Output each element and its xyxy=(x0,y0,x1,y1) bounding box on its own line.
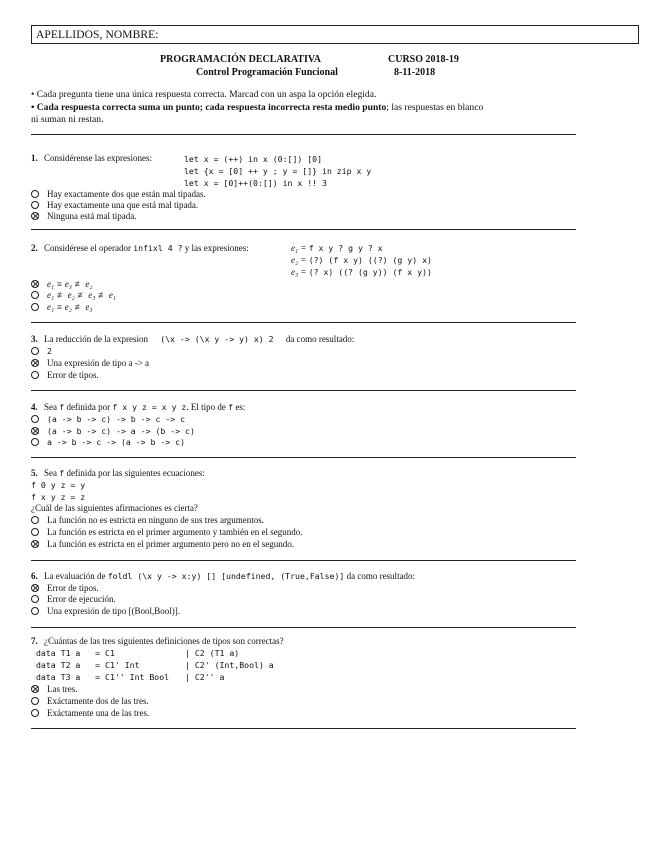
radio-icon[interactable] xyxy=(31,528,39,536)
q2-expr-code: f x y ? g y ? x xyxy=(308,243,383,253)
q2-op-code: infixl 4 ? xyxy=(133,243,183,253)
q5-option-1[interactable] xyxy=(31,515,264,525)
q1-code-1: let x = (++) in x (0:[]) [0] xyxy=(184,154,323,164)
q4-code-c: f xyxy=(228,402,234,412)
q1-code-2: let {x = [0] ++ y ; y = []} in zip x y xyxy=(184,166,372,176)
q6-option-label: Error de ejecución. xyxy=(47,594,116,604)
q2-option-label: e₁ ≡ e₂ ≢ e₃ xyxy=(47,302,93,312)
q5-prompt-line xyxy=(31,468,205,478)
q6-option-2[interactable] xyxy=(31,594,116,604)
instruction-bold: • Cada respuesta correcta suma un punto; cada respuesta incorrecta resta medio punto xyxy=(31,101,387,113)
q2-expr-3 xyxy=(291,267,432,277)
instruction-rest: ; las respuestas en blanco xyxy=(386,101,484,113)
q1-option-label: Hay exactamente dos que están mal tipadas. xyxy=(47,189,206,199)
radio-checked-icon[interactable] xyxy=(31,540,39,548)
q3-prompt: La reducción de la expresion xyxy=(44,334,148,344)
q2-option-label: e₁ ≡ e₃ ≢ e₂ xyxy=(47,279,93,289)
q2-expr-code: (?) (f x y) ((?) (g y) x) xyxy=(308,255,432,265)
q1-prompt: Considérense las expresiones: xyxy=(44,153,152,163)
q3-number: 3. xyxy=(31,334,38,344)
q4-option-1[interactable] xyxy=(31,414,185,424)
q4-option-2[interactable] xyxy=(31,426,195,436)
q3-prompt-line xyxy=(31,334,354,344)
q6-code: foldl (\x y -> x:y) [] [undefined, (True,False)] xyxy=(107,571,345,581)
q4-number: 4. xyxy=(31,402,38,412)
q2-expr-lhs: e₂ = xyxy=(291,255,307,265)
q7-option-3[interactable] xyxy=(31,708,149,718)
divider xyxy=(31,457,576,458)
radio-icon[interactable] xyxy=(31,415,39,423)
radio-icon[interactable] xyxy=(31,347,39,355)
instruction-line-3: ni suman ni restan. xyxy=(31,114,104,125)
q1-number: 1. xyxy=(31,153,38,163)
instruction-line-2 xyxy=(31,102,631,115)
radio-icon[interactable] xyxy=(31,291,39,299)
q7-option-2[interactable] xyxy=(31,696,149,706)
q6-prompt-end: da como resultado: xyxy=(346,571,416,581)
q7-def-3-right: | C2'' a xyxy=(185,672,225,682)
q3-option-2[interactable] xyxy=(31,358,149,368)
q5-prompt-b: definida por las siguientes ecuaciones: xyxy=(66,468,205,478)
q1-code-3: let x = [0]++(0:[]) in x !! 3 xyxy=(184,178,327,188)
q5-option-3[interactable] xyxy=(31,539,294,549)
divider xyxy=(31,134,576,135)
name-field[interactable]: APELLIDOS, NOMBRE: xyxy=(31,25,639,44)
q4-option-3[interactable] xyxy=(31,437,185,447)
q4-prompt-b: definida por xyxy=(66,402,111,412)
q2-prompt-line xyxy=(31,243,249,253)
radio-icon[interactable] xyxy=(31,371,39,379)
q2-expr-2 xyxy=(291,255,432,265)
q3-option-label: 2 xyxy=(47,346,52,356)
radio-checked-icon[interactable] xyxy=(31,427,39,435)
radio-checked-icon[interactable] xyxy=(31,685,39,693)
q3-prompt-end: da como resultado: xyxy=(285,334,355,344)
q7-def-1-left: data T1 a = C1 xyxy=(36,648,115,658)
q4-option-label: (a -> b -> c) -> a -> (b -> c) xyxy=(47,426,195,436)
q7-option-label: Exáctamente una de las tres. xyxy=(47,708,150,718)
q5-option-label: La función no es estricta en ninguno de sus tres argumentos. xyxy=(47,515,265,525)
q4-option-label: a -> b -> c -> (a -> b -> c) xyxy=(47,437,186,447)
q5-eq-2: f x y z = z xyxy=(31,492,86,502)
exam-date: 8-11-2018 xyxy=(394,67,436,78)
q7-def-2-right: | C2' (Int,Bool) a xyxy=(185,660,274,670)
q7-def-1-right: | C2 (T1 a) xyxy=(185,648,240,658)
q1-option-2[interactable] xyxy=(31,200,198,210)
course-year: CURSO 2018-19 xyxy=(388,54,459,65)
q6-prompt-line xyxy=(31,571,415,581)
q2-prompt-end: y las expresiones: xyxy=(184,243,249,253)
q6-number: 6. xyxy=(31,571,38,581)
q5-eq-1: f 0 y z = y xyxy=(31,480,86,490)
q1-option-3[interactable] xyxy=(31,211,136,221)
q6-option-label: Una expresión de tipo [(Bool,Bool)]. xyxy=(47,606,180,616)
q2-expr-lhs: e₃ = xyxy=(291,267,307,277)
q3-option-1[interactable] xyxy=(31,346,52,356)
course-title: PROGRAMACIÓN DECLARATIVA xyxy=(160,54,322,65)
q2-prompt: Considérese el operador xyxy=(44,243,131,253)
q5-code-a: f xyxy=(59,468,65,478)
radio-icon[interactable] xyxy=(31,190,39,198)
q5-question: ¿Cuál de las siguientes afirmaciones es cierta? xyxy=(31,503,198,513)
radio-icon[interactable] xyxy=(31,303,39,311)
radio-icon[interactable] xyxy=(31,709,39,717)
q4-prompt-line xyxy=(31,402,245,412)
q7-def-3-left: data T3 a = C1'' Int Bool xyxy=(36,672,170,682)
radio-checked-icon[interactable] xyxy=(31,280,39,288)
q1-option-label: Hay exactamente una que está mal tipada. xyxy=(47,200,199,210)
exam-title: Control Programación Funcional xyxy=(196,67,338,78)
radio-icon[interactable] xyxy=(31,516,39,524)
q4-prompt-d: es: xyxy=(235,402,246,412)
divider xyxy=(31,560,576,561)
q7-option-label: Las tres. xyxy=(47,684,78,694)
q5-option-label: La función es estricta en el primer argumento pero no en el segundo. xyxy=(47,539,294,549)
divider xyxy=(31,390,576,391)
q5-option-label: La función es estricta en el primer argumento y también en el segundo. xyxy=(47,527,303,537)
q7-option-label: Exáctamente dos de las tres. xyxy=(47,696,149,706)
radio-icon[interactable] xyxy=(31,697,39,705)
radio-icon[interactable] xyxy=(31,201,39,209)
q1-option-label: Ninguna está mal tipada. xyxy=(47,211,137,221)
q4-prompt-c: . El tipo de xyxy=(186,402,226,412)
q3-option-label: Una expresión de tipo a -> a xyxy=(47,358,150,368)
divider xyxy=(31,728,576,729)
radio-icon[interactable] xyxy=(31,438,39,446)
q7-number: 7. xyxy=(31,636,38,646)
divider xyxy=(31,322,576,323)
q6-prompt: La evaluación de xyxy=(44,571,106,581)
radio-checked-icon[interactable] xyxy=(31,359,39,367)
q2-option-1[interactable] xyxy=(31,279,92,289)
q6-option-3[interactable] xyxy=(31,606,180,616)
q7-option-1[interactable] xyxy=(31,684,78,694)
q2-option-3[interactable] xyxy=(31,302,92,312)
q4-code-b: f x y z = x y z xyxy=(112,402,187,412)
q2-expr-code: (? x) ((? (g y)) (f x y)) xyxy=(308,267,432,277)
divider xyxy=(31,627,576,628)
divider xyxy=(31,229,576,230)
q5-number: 5. xyxy=(31,468,38,478)
q7-prompt: ¿Cuántas de las tres siguientes definiciones de tipos son correctas? xyxy=(44,636,284,646)
q2-expr-1 xyxy=(291,243,383,253)
q3-option-label: Error de tipos. xyxy=(47,370,99,380)
q2-option-label: e₁ ≢ e₂ ≢ e₃ ≢ e₁ xyxy=(47,290,116,300)
q2-expr-lhs: e₁ = xyxy=(291,243,307,253)
q3-option-3[interactable] xyxy=(31,370,99,380)
q7-def-2-left: data T2 a = C1' Int xyxy=(36,660,140,670)
q1-prompt-line xyxy=(31,153,152,163)
q6-option-label: Error de tipos. xyxy=(47,583,99,593)
q2-number: 2. xyxy=(31,243,38,253)
q2-option-2[interactable] xyxy=(31,290,116,300)
radio-icon[interactable] xyxy=(31,607,39,615)
q5-option-2[interactable] xyxy=(31,527,303,537)
q4-code-a: f xyxy=(59,402,65,412)
q6-option-1[interactable] xyxy=(31,583,99,593)
q4-option-label: (a -> b -> c) -> b -> c -> c xyxy=(47,414,186,424)
radio-checked-icon[interactable] xyxy=(31,584,39,592)
q1-option-1[interactable] xyxy=(31,189,206,199)
instruction-line-1: • Cada pregunta tiene una única respuesta correcta. Marcad con un aspa la opción elegida. xyxy=(31,89,377,100)
radio-checked-icon[interactable] xyxy=(31,212,39,220)
radio-icon[interactable] xyxy=(31,595,39,603)
q3-code: (\x -> (\x y -> y) x) 2 xyxy=(160,334,274,344)
instructions xyxy=(31,89,631,127)
q7-prompt-line xyxy=(31,636,284,646)
q5-prompt-a: Sea xyxy=(44,468,57,478)
q4-prompt-a: Sea xyxy=(44,402,57,412)
